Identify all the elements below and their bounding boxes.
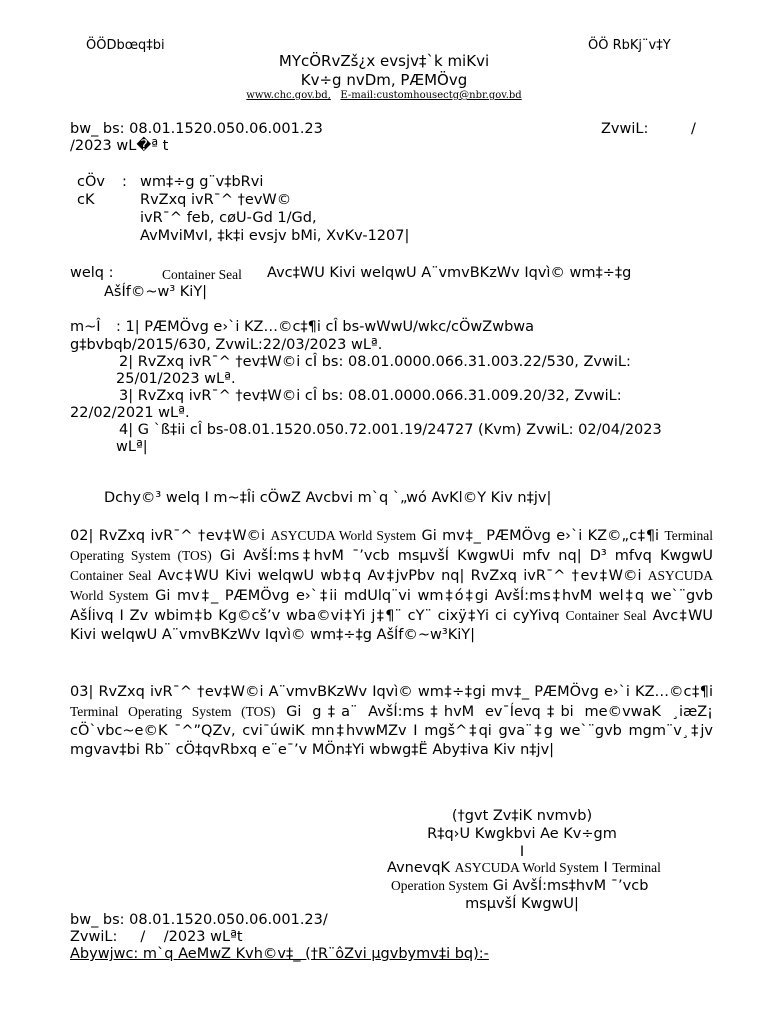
recipient-line: ivR¯^ feb, cøU-Gd 1/Gd, bbox=[140, 210, 317, 226]
reference-3-cont: 22/02/2021 wLª. bbox=[70, 405, 190, 421]
reference-2-cont: 25/01/2023 wLª. bbox=[116, 371, 236, 387]
from-label: cÖv bbox=[77, 174, 105, 190]
signature-committee: msµvšÍ KwgwU| bbox=[465, 896, 579, 912]
recipient-line: AvMviMvI, ‡k‡i evsjv bMi, XvKv-1207| bbox=[140, 228, 410, 244]
reference-4: 4| G `ß‡ii cÎ bs-08.01.1520.050.72.001.19/24727 (Kvm) ZvwiL: 02/04/2023 bbox=[119, 422, 662, 438]
signature-name: (†gvt Zv‡iK nvmvb) bbox=[451, 808, 593, 824]
signature-and: I bbox=[519, 844, 525, 860]
header-left-ref: ÖÖDbœq‡bi bbox=[86, 38, 165, 53]
intro-paragraph: Dchy©³ welq I m~‡Îi cÖwZ Avcbvi m`q `„wó AvKl©Y Kiv n‡jv| bbox=[104, 490, 552, 506]
subject-text-cont: AšÍf©~w³ KiY| bbox=[104, 284, 208, 300]
date-separator: / bbox=[691, 121, 696, 137]
email-link[interactable]: E-mail:customhousectg@nbr.gov.bd bbox=[340, 90, 522, 101]
paragraph-03: 03| RvZxq ivR¯^ †ev‡W©i A¨vmvBKzWv Iqvì© wm‡÷‡gi mv‡_ PÆMÖvg e›`i KZ…©c‡¶i Terminal Operating System (TOS) Gi g‡a¨ AvšÍ:ms‡hvM ev¯Íevq‡bi me©vwaK ¸iæZ¡ cÖ`vbc~e©K ¯^”QZv, cvi¯úwiK mn‡hvwMZv I mgš^‡qi gva¨‡g we`¨gvb mgm¨v¸‡jv mgvav‡bi Rb¨ cÖ‡qvRbxq e¨e¯’v MÖn‡Yi wbwg‡Ë Aby‡iva Kiv n‡jv| bbox=[70, 684, 713, 758]
subject-text: Avc‡WU Kivi welqwU A¨vmvBKzWv Iqvì© wm‡÷‡g bbox=[267, 265, 632, 281]
reference-4-cont: wLª| bbox=[116, 439, 148, 455]
header-line-2: Kv÷g nvDm, PÆMÖvg bbox=[300, 71, 468, 89]
header-right-ref: ÖÖ RbKj¨v‡Y bbox=[588, 38, 671, 53]
website-link[interactable]: www.chc.gov.bd, bbox=[246, 90, 331, 101]
signature-title: R‡q›U Kwgkbvi Ae Kv÷gm bbox=[427, 826, 617, 842]
footer-date: ZvwiL: / /2023 wLªt bbox=[70, 929, 243, 945]
reference-1: : 1| PÆMÖvg e›`i KZ…©c‡¶i cÎ bs-wWwU/wkc/cÖwZwbwa bbox=[116, 319, 535, 335]
reference-1-cont: g‡bvbqb/2015/630, ZvwiL:22/03/2023 wLª. bbox=[70, 337, 383, 353]
date-label: ZvwiL: bbox=[601, 121, 649, 137]
header-contact bbox=[0, 90, 768, 101]
footer-nothi-number: bw_ bs: 08.01.1520.050.06.001.23/ bbox=[70, 912, 328, 928]
recipient-line: RvZxq ivR¯^ †evW© bbox=[140, 192, 292, 208]
header-line-1: MYcÖRvZš¿x evsjv‡`k miKvi bbox=[278, 52, 490, 70]
reference-3: 3| RvZxq ivR¯^ †ev‡W©i cÎ bs: 08.01.0000.066.31.009.20/32, ZvwiL: bbox=[119, 388, 622, 404]
signature-role: AvnevqK ASYCUDA World System I Terminal bbox=[387, 860, 661, 876]
copy-to-heading: Abywjwc: m`q AeMwZ Kvh©v‡_ (†R¨ôZvi µgvbymv‡i bq):- bbox=[70, 946, 489, 962]
to-label: cK bbox=[77, 192, 95, 208]
paragraph-02: 02| RvZxq ivR¯^ †ev‡W©i ASYCUDA World System Gi mv‡_ PÆMÖvg e›`i KZ©„c‡¶i Terminal Operating System (TOS) Gi AvšÍ:ms‡hvM ¯’vcb msµvšÍ KwgwUi mfv nq| D³ mfvq KwgwU Container Seal Avc‡WU Kivi welqwU wb‡q Av‡jvPbv nq| RvZxq ivR¯^ †ev‡W©i ASYCUDA World System Gi mv‡_ PÆMÖvg e›`‡ii mdUlq¨vi wm‡ó‡gi AvšÍ:ms‡hvM wel‡q we`¨gvb AšÍivq I Zv wbim‡b Kg©cš’v wba©vi‡Yi j‡¶¨ cY¨ cixÿ‡Yi ci cyYivq Container Seal Avc‡WU Kivi welqwU A¨vmvBKzWv Iqvì© wm‡÷‡g AšÍf©~w³KiY| bbox=[70, 528, 714, 643]
subject-label: welq : bbox=[70, 265, 114, 281]
reference-2: 2| RvZxq ivR¯^ †ev‡W©i cÎ bs: 08.01.0000.066.31.003.22/530, ZvwiL: bbox=[119, 354, 631, 370]
from-colon: : bbox=[122, 174, 127, 190]
signature-role-cont: Operation System Gi AvšÍ:ms‡hvM ¯’vcb bbox=[391, 878, 649, 894]
date-continuation: /2023 wL�ª t bbox=[70, 138, 169, 154]
reference-label: m~Î bbox=[70, 319, 101, 335]
subject-seal: Container Seal bbox=[162, 267, 242, 282]
nothi-number: bw_ bs: 08.01.1520.050.06.001.23 bbox=[70, 121, 323, 137]
from-value: wm‡÷g g¨v‡bRvi bbox=[140, 174, 264, 190]
